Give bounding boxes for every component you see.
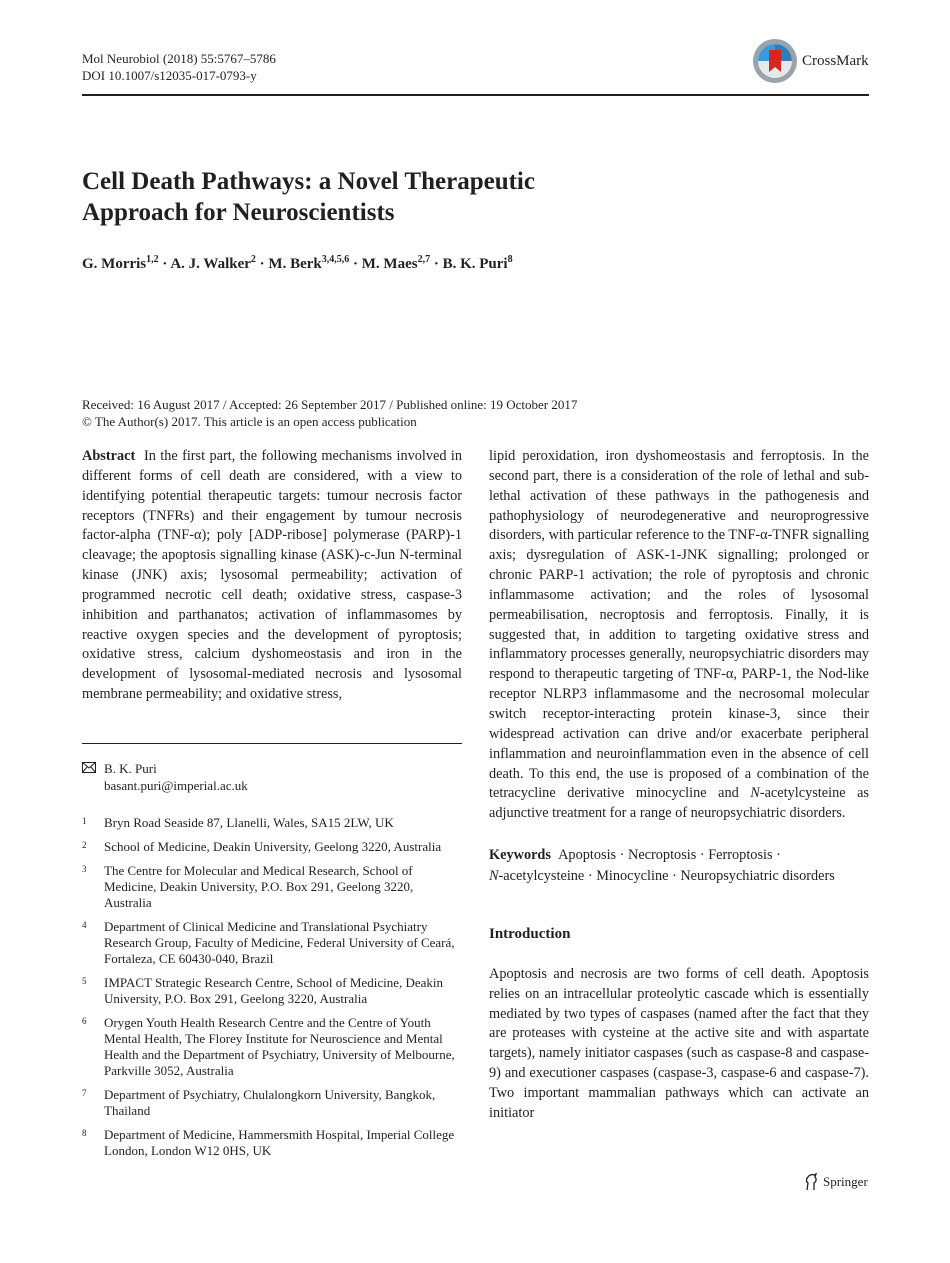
affiliation-number: 7 (82, 1088, 87, 1098)
affiliation-number: 1 (82, 816, 87, 826)
keywords-line-1: Apoptosis · Necroptosis · Ferroptosis · (558, 847, 781, 864)
abstract-left-column (82, 447, 462, 705)
affiliation-text: Bryn Road Seaside 87, Llanelli, Wales, SA15 2LW, UK (104, 815, 394, 830)
keywords (489, 845, 869, 887)
affiliation-text: Department of Medicine, Hammersmith Hospital, Imperial College London, London W12 0HS, UK (104, 1127, 455, 1158)
header-divider (82, 94, 869, 96)
affiliation-item (82, 919, 462, 967)
title-line-2: Approach for Neuroscientists (82, 199, 395, 226)
introduction-heading: Introduction (489, 926, 571, 943)
author-name: G. Morris (82, 256, 147, 272)
abstract-continuation (489, 447, 869, 824)
introduction-text: Apoptosis and necrosis are two forms of cell death. Apoptosis relies on an intracellular proteolytic cascade which is essentially mediated by two types of caspases (named after the fact that they are proteases with cysteine at the active site and with aspartate targets), namely initiator caspases (such as caspase-8 and caspase-9) and executioner caspases (caspase-3, caspase-6 and caspase-7). Two important mammalian pathways which can activate an initiator (489, 965, 869, 1121)
abstract-label: Abstract (82, 448, 136, 464)
keyword-italic-n: N (489, 868, 499, 885)
author-name: M. Maes (361, 256, 418, 272)
italic-n: N (750, 785, 760, 802)
affiliation-number: 5 (82, 976, 87, 986)
crossmark-badge[interactable] (752, 38, 869, 84)
author-affiliation-marks: 3,4,5,6 (321, 254, 350, 265)
crossmark-label: CrossMark (802, 52, 869, 69)
copyright-icon: © (82, 414, 92, 429)
envelope-icon (82, 760, 104, 794)
publication-history (82, 396, 577, 430)
springer-horse-icon (803, 1173, 819, 1191)
author-separator: · (349, 256, 362, 272)
author-separator: · (158, 256, 171, 272)
copyright-text: The Author(s) 2017. This article is an open access publication (94, 414, 417, 429)
author-affiliation-marks: 8 (507, 254, 513, 265)
affiliation-item (82, 1015, 462, 1079)
abstract-text-end: -acetylcysteine as adjunctive treatment for a range of neuropsychiatric disorders. (489, 785, 870, 822)
affiliation-item (82, 863, 462, 911)
affiliation-number: 6 (82, 1016, 87, 1026)
journal-header (82, 50, 276, 84)
affiliation-item (82, 1127, 462, 1159)
keywords-line-2: -acetylcysteine · Minocycline · Neuropsychiatric disorders (498, 868, 835, 885)
affiliation-text: IMPACT Strategic Research Centre, School of Medicine, Deakin University, P.O. Box 291, Geelong 3220, Australia (104, 975, 444, 1006)
received-accepted-published: Received: 16 August 2017 / Accepted: 26 September 2017 / Published online: 19 October 2017 (82, 397, 578, 412)
journal-citation: Mol Neurobiol (2018) 55:5767–5786 (82, 51, 276, 66)
affiliation-item (82, 839, 462, 855)
springer-label: Springer (823, 1174, 868, 1189)
crossmark-icon (752, 38, 798, 84)
affiliation-text: School of Medicine, Deakin University, Geelong 3220, Australia (104, 839, 442, 854)
affiliation-number: 4 (82, 920, 87, 930)
affiliation-text: Orygen Youth Health Research Centre and the Centre of Youth Mental Health, The Florey Institute for Neuroscience and Mental Health and the Department of Psychiatry, University of Melbourne, Parkville 3052, Australia (104, 1015, 455, 1078)
author-name: A. J. Walker (170, 256, 251, 272)
correspondence-name: B. K. Puri (104, 761, 157, 776)
affiliation-number: 2 (82, 840, 87, 850)
abstract-text-right: lipid peroxidation, iron dyshomeostasis and ferroptosis. In the second part, there is a consideration of the role of lethal and sub-lethal activation of these pathways in the pathogenesis and pathophysiology of neurodegenerative and neuroprogressive disorders, with particular reference to the TNF-α-TNFR signalling axis; dysregulation of ASK-1-JNK signalling; prolonged or chronic PARP-1 activation; the role of pyroptosis and chronic inflammasome activation; and the roles of lysosomal permeabilisation, necroptosis and ferroptosis. Finally, it is suggested that, in addition to targeting oxidative stress and inflammatory processes generally, neuropsychiatric disorders may respond to therapeutic targeting of TNF-α, PARP-1, the Nod-like receptor NLRP3 inflammasome and the necrosomal molecular switch receptor-interacting protein kinase-3, since their widespread activation can drive and/or exacerbate peripheral inflammation and neuroinflammation even in the absence of cell death. To this end, the use is proposed of a combination of the tetracycline derivative minocycline and (489, 448, 869, 802)
abstract-text-left: In the first part, the following mechanisms involved in different forms of cell death are considered, with a view to identifying potential therapeutic targets: tumour necrosis factor receptors (TNFRs) and their engagement by tumour necrosis factor-alpha (TNF-α); poly [ADP-ribose] polymerase (PARP)-1 cleavage; the apoptosis signalling kinase (ASK)-c-Jun N-terminal kinase (JNK) axis; lysosomal permeability; activation of programmed necrotic cell death; oxidative stress, caspase-3 inhibition and parthanatos; activation of inflammasomes by reactive oxygen species and the development of pyroptosis; oxidative stress, calcium dyshomeostasis and iron in the development of lysosomal-mediated necrosis and lysosomal membrane permeability; and oxidative stress, (82, 448, 462, 703)
springer-logo (803, 1173, 868, 1191)
correspondence-email[interactable]: basant.puri@imperial.ac.uk (104, 778, 248, 793)
article-title (82, 166, 702, 228)
affiliation-text: Department of Psychiatry, Chulalongkorn University, Bangkok, Thailand (104, 1087, 436, 1118)
correspondence (82, 760, 462, 794)
author-name: B. K. Puri (442, 256, 508, 272)
author-affiliation-marks: 2,7 (417, 254, 431, 265)
affiliation-item (82, 815, 462, 831)
copyright-line (82, 413, 577, 430)
affiliation-text: The Centre for Molecular and Medical Research, School of Medicine, Deakin University, P.O. Box 291, Geelong 3220, Australia (104, 863, 414, 910)
footnote-divider (82, 743, 462, 744)
affiliation-item (82, 975, 462, 1007)
abstract-right-column (489, 447, 869, 1124)
title-line-1: Cell Death Pathways: a Novel Therapeutic (82, 168, 535, 195)
keywords-label: Keywords (489, 847, 551, 864)
affiliation-number: 3 (82, 864, 87, 874)
affiliation-list (82, 815, 462, 1167)
author-separator: · (255, 256, 269, 272)
doi: DOI 10.1007/s12035-017-0793-y (82, 68, 257, 83)
author-name: M. Berk (268, 256, 322, 272)
author-separator: · (430, 256, 443, 272)
affiliation-number: 8 (82, 1128, 87, 1138)
author-affiliation-marks: 2 (250, 254, 256, 265)
author-list (82, 254, 513, 273)
affiliation-text: Department of Clinical Medicine and Translational Psychiatry Research Group, Faculty of Medicine, Federal University of Ceará, Fortaleza, CE 60430-040, Brazil (104, 919, 455, 966)
affiliation-item (82, 1087, 462, 1119)
author-affiliation-marks: 1,2 (146, 254, 159, 265)
